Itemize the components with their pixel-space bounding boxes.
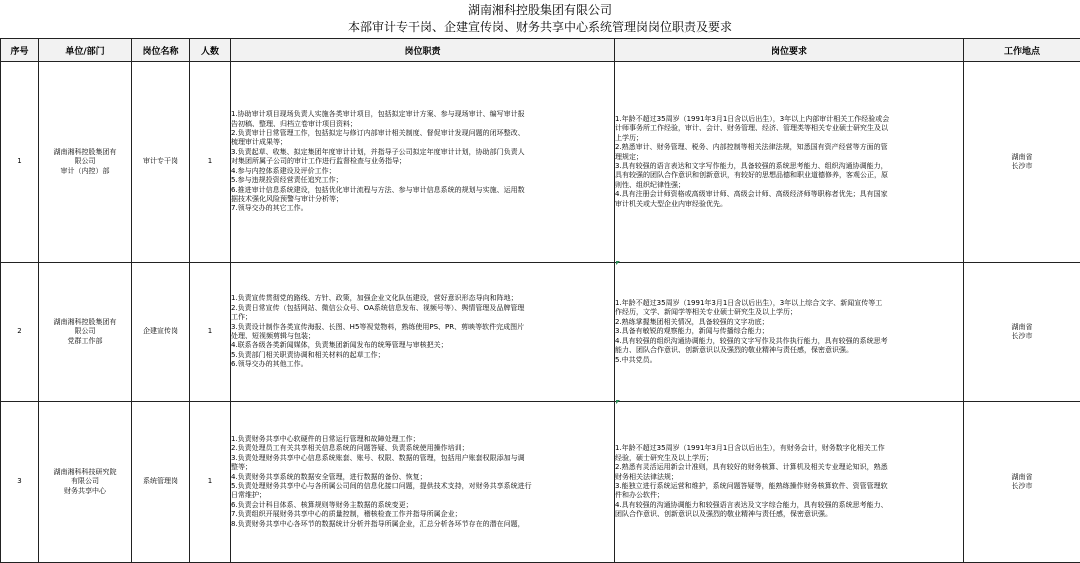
cell-comment-marker (616, 261, 620, 265)
row-unit: 湖南湘科控股集团有 限公司 党群工作部 (39, 263, 132, 402)
row-requirements: 1.年龄不超过35周岁（1991年3月1日含以后出生），有财务会计，财务数字化相关工作 经验，硕士研究生及以上学历； 2.熟悉有灵活运用新会计准则，具有较好的财务核算、计算机及相关专业理论知识，熟悉 财务相关法律法规； 3.能独立进行系统运营和维护，系统问题答疑等，能熟练操作财务核算软件、资管管理软 件和办公软件； 4.具有较强的沟通协调能力和较强语言表达及文字综合能力，具有较强的系统思考能力、 团队合作意识、创新意识以及强烈的敬业精神与责任感，保密意识强。 (615, 402, 964, 563)
header-count: 人数 (190, 39, 231, 62)
header-unit: 单位/部门 (39, 39, 132, 62)
row-duties: 1.负责宣传贯彻党的路线、方针、政策，加强企业文化队伍建设，营好意识形态导向和阵地； 2.负责日常宣传（包括网站、微信公众号、OA系统信息发布、视频号等）、舆情管理及品牌管理 工作； 3.负责设计制作各类宣传海报、长图、H5等视觉物料，熟练使用PS、PR、剪映等软件完成图片 处理、短视频剪辑与包装； 4.联系各级各类新闻媒体，负责集团新闻发布的统筹管理与审核把关； 5.负责部门相关职责协调和相关材料的起草工作； 6.领导交办的其他工作。 (231, 263, 615, 402)
row-location: 湖南省 长沙市 (964, 402, 1080, 563)
row-duties: 1.协助审计项目现场负责人实施各类审计项目，包括拟定审计方案、参与现场审计、编写审计报 告初稿、整理、归档立卷审计项目资料； 2.负责审计日常管理工作，包括拟定与修订内部审计相关制度、督促审计发现问题的闭环整改、 梳理审计成果等； 3.负责起草、收集、拟定集团年度审计计划，并指导子公司拟定年度审计计划，协助部门负责人 对集团所属子公司的审计工作进行监督检查与业务指导； 4.参与内控体系建设及评价工作； 5.参与违规投资经营责任追究工作； 6.推进审计信息系统建设，包括优化审计流程与方法、参与审计信息系统的规划与实施、运用数 据技术强化风险预警与审计分析等； 7.领导交办的其它工作。 (231, 62, 615, 263)
row-position: 审计专干岗 (132, 62, 190, 263)
row-position: 系统管理岗 (132, 402, 190, 563)
title-block (0, 0, 1080, 38)
row-location: 湖南省 长沙市 (964, 263, 1080, 402)
row-count: 1 (190, 62, 231, 263)
row-no: 2 (1, 263, 39, 402)
row-count: 1 (190, 263, 231, 402)
row-duties: 1.负责财务共享中心软硬件的日常运行管理和故障处理工作； 2.负责处理员工有关共享相关信息系统的问题答疑、负责系统使用操作培训； 3.负责处理财务共享中心信息系统账套、账号、权限、数据的管理，包括用户账套权限添加与调 整等； 4.负责财务共享系统的数据安全管理，进行数据的备份、恢复； 5.负责处理财务共享中心与各所属公司间的信息化接口问题，提供技术支持，对财务共享系统进行 日常维护； 6.负责会计科目体系、核算规则等财务主数据的系统变更； 7.负责组织开展财务共享中心的质量控制，稽核检查工作并指导所属企业； 8.负责财务共享中心各环节的数据统计分析并指导所属企业，汇总分析各环节存在的潜在问题， (231, 402, 615, 563)
document-subtitle: 本部审计专干岗、企建宣传岗、财务共享中心系统管理岗岗位职责及要求 (0, 20, 1080, 35)
table-row (1, 263, 1080, 402)
cell-comment-marker (616, 400, 620, 404)
header-duties: 岗位职责 (231, 39, 615, 62)
table-row (1, 402, 1080, 563)
row-no: 3 (1, 402, 39, 563)
company-title: 湖南湘科控股集团有限公司 (0, 3, 1080, 18)
row-requirements: 1.年龄不超过35周岁（1991年3月1日含以后出生），3年以上内部审计相关工作经验或会 计师事务所工作经验，审计、会计、财务管理、经济、管理类等相关专业硕士研究生及以 上学历； 2.熟悉审计、财务管理、税务、内部控制等相关法律法规，知悉国有资产经营等方面的管 理规定； 3.具有较强的语言表达和文字写作能力，具备较强的系统思考能力、组织沟通协调能力， 具有较强的团队合作意识和创新意识，有较好的思想品德和职业道德修养，客观公正，原 则性、组织纪律性强； 4.具有注册会计师资格或高级审计师、高级会计师、高级经济师等职称者优先；具有国家 审计机关或大型企业内审经验优先。 (615, 62, 964, 263)
row-location: 湖南省 长沙市 (964, 62, 1080, 263)
row-requirements: 1.年龄不超过35周岁（1991年3月1日含以后出生），3年以上综合文字、新闻宣传等工 作经历，文学、新闻学等相关专业硕士研究生及以上学历； 2.熟练掌握集团相关情况，具备较强的文字功底； 3.具备有敏锐的观察能力，新闻与传播综合能力； 4.具有较强的组织沟通协调能力，较强的文字写作及共作执行能力，具有较强的系统思考 能力、团队合作意识、创新意识以及强烈的敬业精神与责任感，保密意识强。 5.中共党员。 (615, 263, 964, 402)
header-requirements: 岗位要求 (615, 39, 964, 62)
header-location: 工作地点 (964, 39, 1080, 62)
row-no: 1 (1, 62, 39, 263)
row-count: 1 (190, 402, 231, 563)
header-row (1, 39, 1080, 62)
header-no: 序号 (1, 39, 39, 62)
table-row (1, 62, 1080, 263)
row-position: 企建宣传岗 (132, 263, 190, 402)
row-unit: 湖南湘科科技研究院 有限公司 财务共享中心 (39, 402, 132, 563)
positions-table (0, 38, 1080, 563)
row-unit: 湖南湘科控股集团有 限公司 审计（内控）部 (39, 62, 132, 263)
header-position: 岗位名称 (132, 39, 190, 62)
